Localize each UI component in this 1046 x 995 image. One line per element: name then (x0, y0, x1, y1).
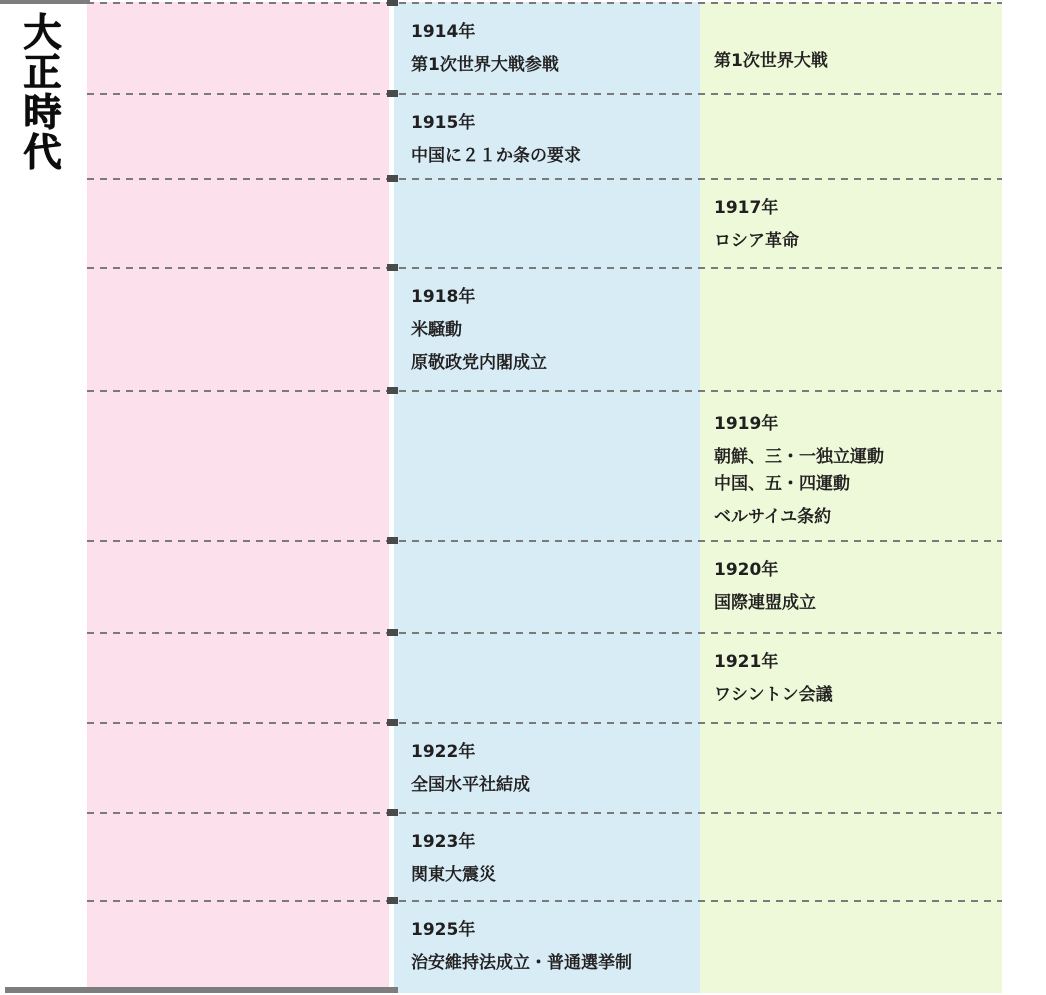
row-boundary-tick (387, 629, 398, 636)
era-cell (87, 722, 389, 812)
row-boundary-tick (387, 90, 398, 97)
world-cell (700, 632, 1002, 722)
year-label: 1921年 (714, 652, 779, 672)
timeline-row-1915 (87, 93, 1002, 178)
japan-cell (394, 390, 700, 540)
world-cell (700, 722, 1002, 812)
world-cell (700, 812, 1002, 900)
era-cell (87, 267, 389, 390)
year-label: 1917年 (714, 198, 779, 218)
era-cell (87, 812, 389, 900)
era-cell (87, 390, 389, 540)
top-border-bar (0, 0, 90, 4)
year-label: 1919年 (714, 414, 779, 434)
event-text: 第1次世界大戦 (714, 51, 828, 71)
timeline-row-1918 (87, 267, 1002, 390)
world-cell (700, 900, 1002, 993)
event-text: 中国、五・四運動 (714, 474, 850, 494)
era-cell (87, 540, 389, 632)
row-boundary-tick (387, 387, 398, 394)
timeline-row-1923 (87, 812, 1002, 900)
japan-cell (394, 267, 700, 390)
world-cell (700, 540, 1002, 632)
timeline-table (87, 2, 1002, 993)
era-title: 大正時代 (17, 12, 61, 172)
year-label: 1923年 (411, 832, 476, 852)
world-cell (700, 93, 1002, 178)
timeline-row-1917 (87, 178, 1002, 267)
row-boundary-tick (387, 537, 398, 544)
event-text: ロシア革命 (714, 231, 799, 251)
era-cell (87, 178, 389, 267)
world-cell (700, 267, 1002, 390)
event-text: 関東大震災 (411, 865, 496, 885)
era-cell (87, 93, 389, 178)
event-text: 米騒動 (411, 320, 462, 340)
japan-cell (394, 2, 700, 93)
event-text: 全国水平社結成 (411, 775, 530, 795)
timeline-row-1921 (87, 632, 1002, 722)
world-cell (700, 2, 1002, 93)
year-label: 1920年 (714, 560, 779, 580)
japan-cell (394, 93, 700, 178)
year-label: 1914年 (411, 22, 476, 42)
japan-cell (394, 812, 700, 900)
japan-cell (394, 178, 700, 267)
row-boundary-tick (387, 0, 398, 6)
event-text: 原敬政党内閣成立 (411, 353, 547, 373)
timeline-row-1925 (87, 900, 1002, 993)
event-text: 国際連盟成立 (714, 593, 816, 613)
world-cell (700, 390, 1002, 540)
year-label: 1925年 (411, 920, 476, 940)
timeline-row-1914 (87, 2, 1002, 93)
event-text: ベルサイユ条約 (714, 507, 832, 527)
bottom-border-bar (5, 987, 398, 993)
era-cell (87, 2, 389, 93)
event-text: 中国に２１か条の要求 (411, 146, 581, 166)
event-text: 朝鮮、三・一独立運動 (714, 447, 884, 467)
japan-cell (394, 722, 700, 812)
japan-cell (394, 900, 700, 993)
event-text: ワシントン会議 (714, 685, 833, 705)
timeline-row-1922 (87, 722, 1002, 812)
row-boundary-tick (387, 897, 398, 904)
timeline-row-1920 (87, 540, 1002, 632)
event-text: 治安維持法成立・普通選挙制 (411, 953, 632, 973)
japan-cell (394, 632, 700, 722)
world-cell (700, 178, 1002, 267)
year-label: 1918年 (411, 287, 476, 307)
japan-cell (394, 540, 700, 632)
row-boundary-tick (387, 719, 398, 726)
row-boundary-tick (387, 175, 398, 182)
event-text: 第1次世界大戦参戦 (411, 55, 559, 75)
year-label: 1922年 (411, 742, 476, 762)
row-boundary-tick (387, 809, 398, 816)
row-boundary-tick (387, 264, 398, 271)
year-label: 1915年 (411, 113, 476, 133)
timeline-row-1919 (87, 390, 1002, 540)
era-cell (87, 900, 389, 993)
era-cell (87, 632, 389, 722)
